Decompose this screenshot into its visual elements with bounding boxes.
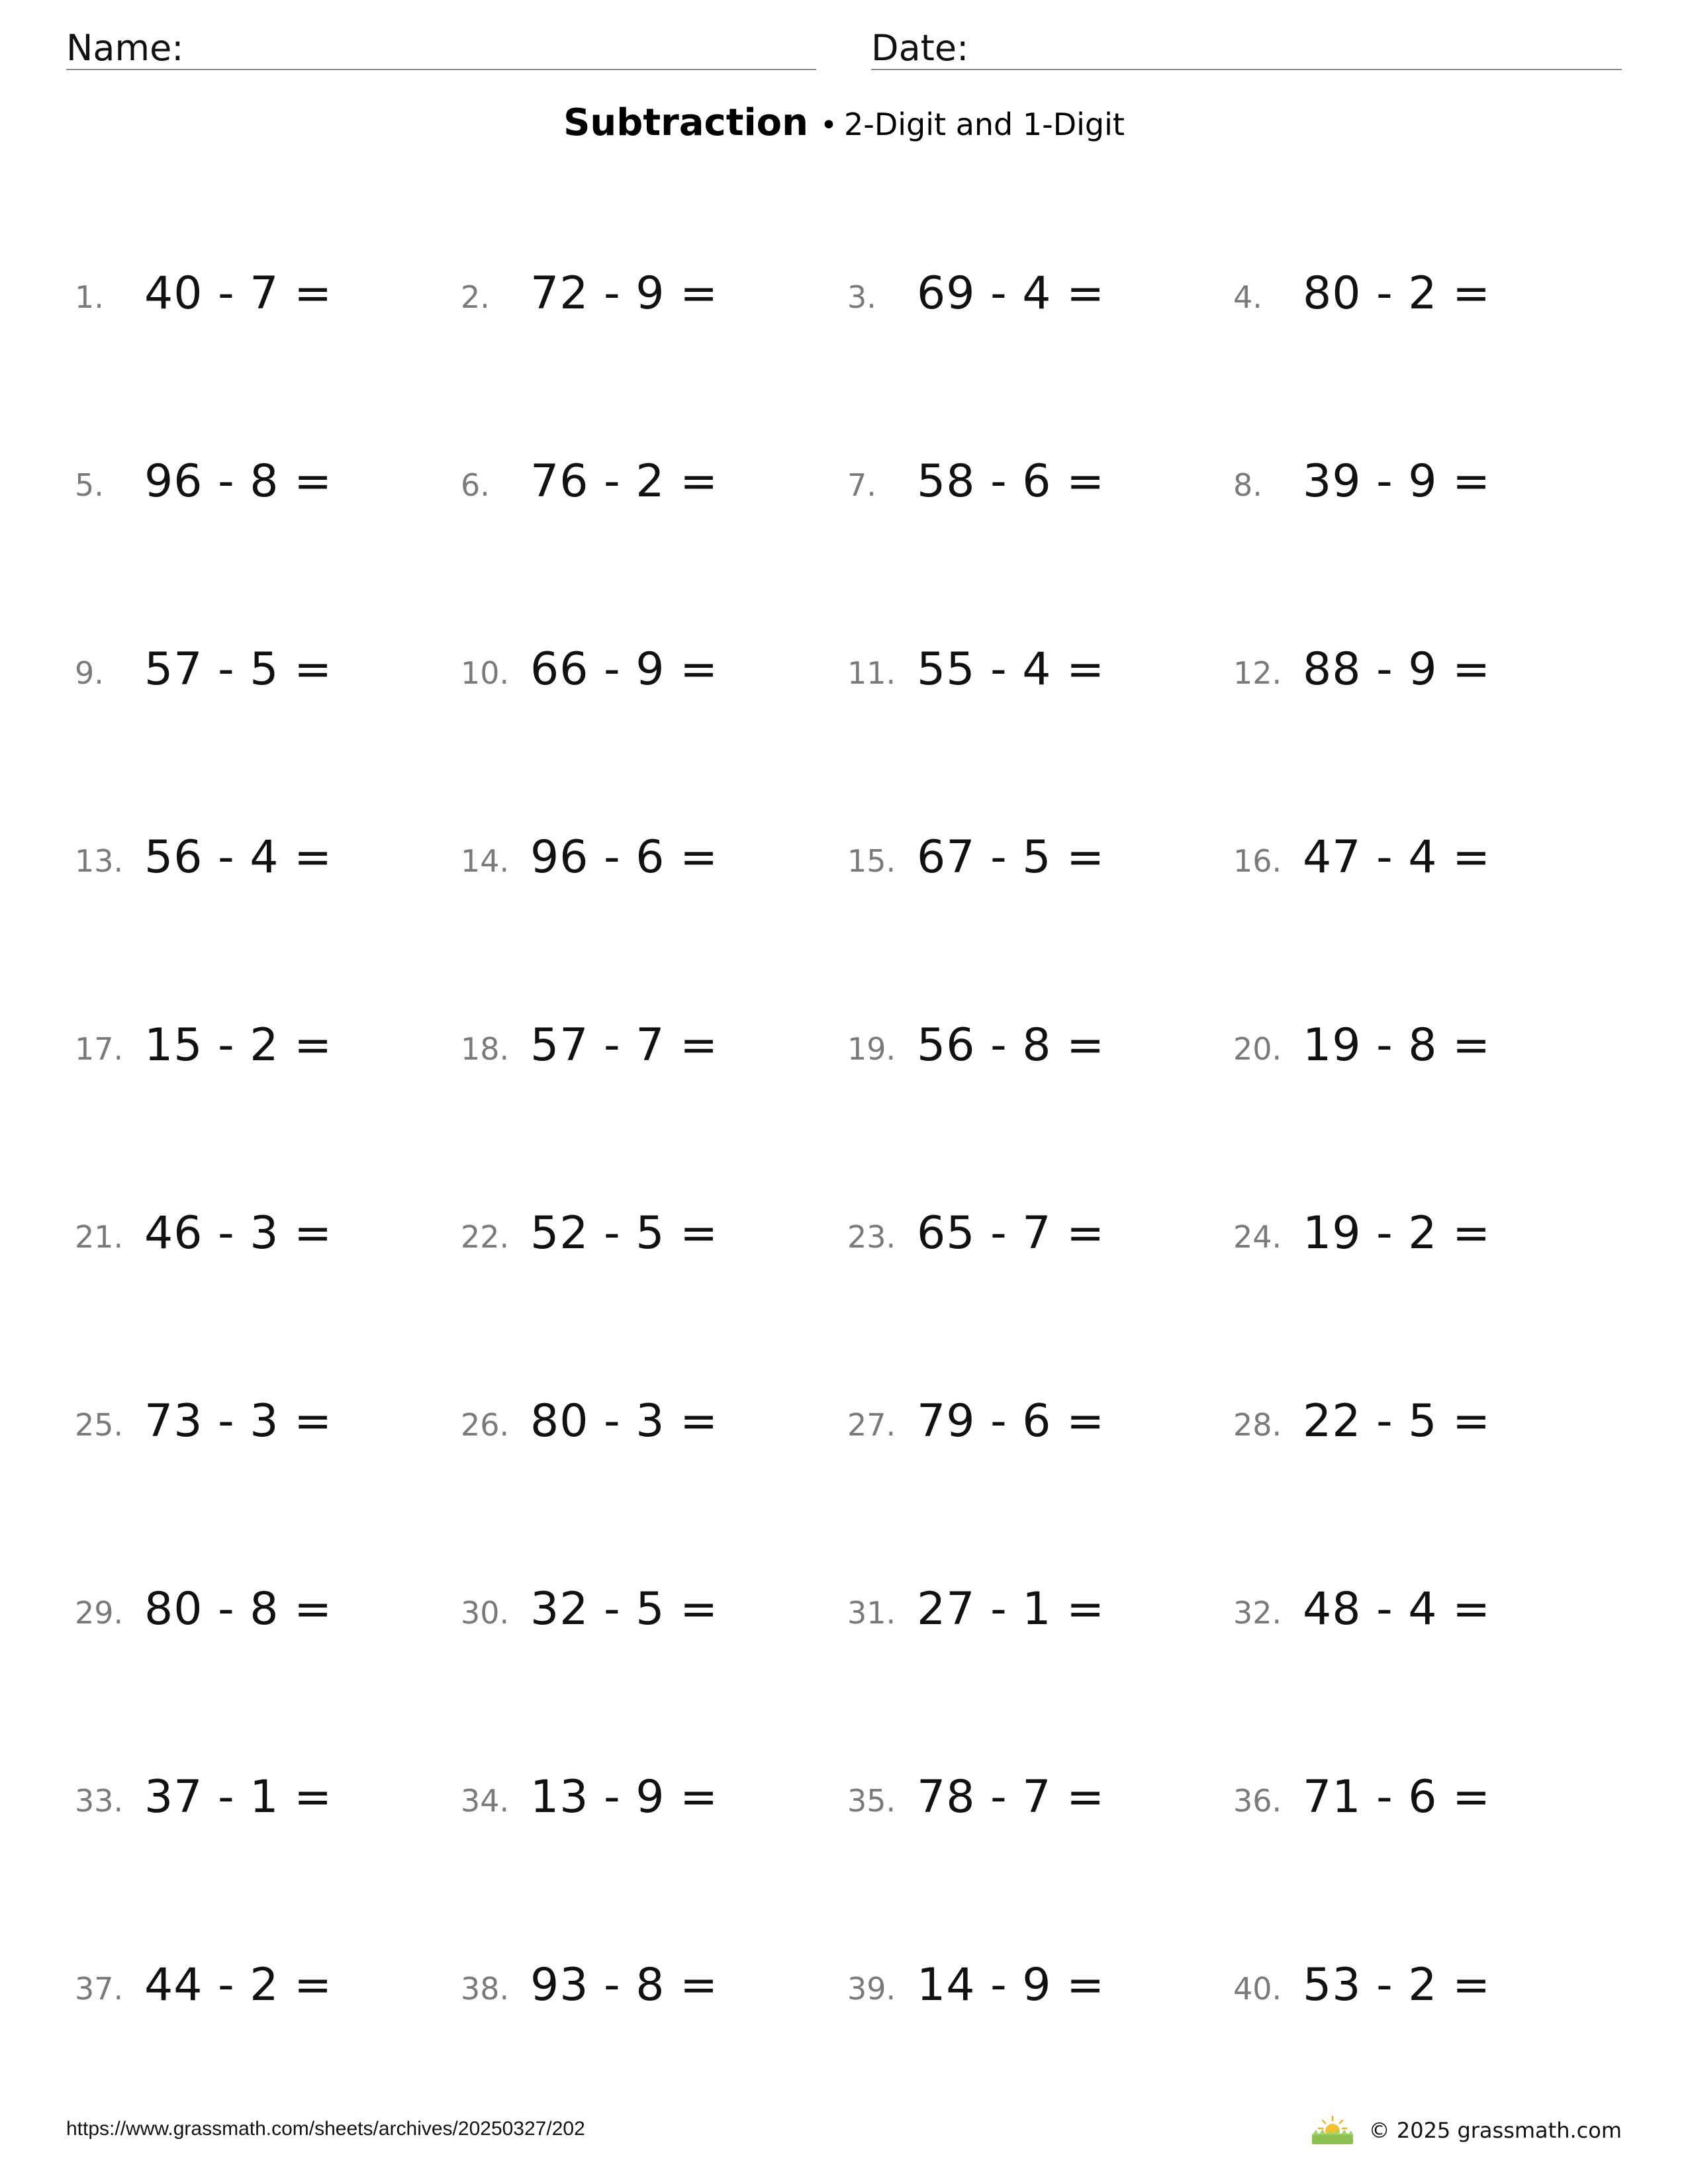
problem-item — [75, 453, 445, 512]
problem-number: 12. — [1233, 655, 1282, 691]
problem-item — [1233, 641, 1604, 700]
problem-expression: 46 - 3 = — [144, 1207, 333, 1259]
footer-copyright: © 2025 grassmath.com — [1368, 2118, 1622, 2143]
problem-item — [461, 1956, 831, 2016]
problem-expression: 52 - 5 = — [530, 1207, 719, 1259]
problem-number: 37. — [75, 1971, 124, 2007]
problem-number: 14. — [461, 843, 510, 879]
problem-expression: 57 - 5 = — [144, 643, 333, 696]
problem-item — [75, 1580, 445, 1640]
problem-number: 13. — [75, 843, 124, 879]
problem-number: 33. — [75, 1783, 124, 1819]
problem-number: 24. — [1233, 1219, 1282, 1255]
problem-number: 31. — [847, 1595, 896, 1631]
problem-item — [461, 1017, 831, 1076]
problem-item — [461, 641, 831, 700]
title-separator: • — [820, 109, 837, 142]
problem-item — [1233, 1017, 1604, 1076]
problem-number: 29. — [75, 1595, 124, 1631]
problem-item — [461, 453, 831, 512]
problem-expression: 47 - 4 = — [1303, 831, 1491, 884]
footer-brand — [1309, 2114, 1622, 2147]
problem-expression: 19 - 8 = — [1303, 1019, 1491, 1071]
problem-number: 19. — [847, 1031, 896, 1067]
problem-expression: 78 - 7 = — [917, 1771, 1105, 1823]
problem-item — [847, 1017, 1218, 1076]
problem-number: 32. — [1233, 1595, 1282, 1631]
problem-number: 2. — [461, 279, 490, 315]
problem-item — [1233, 1392, 1604, 1452]
problem-number: 34. — [461, 1783, 510, 1819]
problem-item — [461, 1768, 831, 1828]
problem-number: 28. — [1233, 1407, 1282, 1443]
title-subtitle: 2-Digit and 1-Digit — [843, 107, 1125, 142]
problem-item — [1233, 1956, 1604, 2016]
problem-expression: 39 - 9 = — [1303, 455, 1491, 508]
problem-number: 18. — [461, 1031, 510, 1067]
name-label: Name: — [66, 27, 184, 69]
problem-item — [461, 1205, 831, 1264]
problem-item — [75, 1017, 445, 1076]
problem-expression: 56 - 8 = — [917, 1019, 1105, 1071]
problem-expression: 72 - 9 = — [530, 267, 719, 320]
problem-expression: 57 - 7 = — [530, 1019, 719, 1071]
problem-expression: 32 - 5 = — [530, 1583, 719, 1635]
problem-number: 26. — [461, 1407, 510, 1443]
problem-expression: 40 - 7 = — [144, 267, 333, 320]
problem-number: 25. — [75, 1407, 124, 1443]
problem-expression: 48 - 4 = — [1303, 1583, 1491, 1635]
problem-item — [461, 829, 831, 888]
footer-url: https://www.grassmath.com/sheets/archives/20250327/202 — [66, 2118, 585, 2140]
problem-expression: 55 - 4 = — [917, 643, 1105, 696]
problem-number: 27. — [847, 1407, 896, 1443]
problem-number: 38. — [461, 1971, 510, 2007]
problem-expression: 65 - 7 = — [917, 1207, 1105, 1259]
name-field[interactable] — [66, 26, 816, 70]
problem-item — [75, 265, 445, 324]
problem-item — [1233, 453, 1604, 512]
problem-number: 11. — [847, 655, 896, 691]
problem-item — [461, 265, 831, 324]
problem-item — [1233, 1768, 1604, 1828]
problem-number: 6. — [461, 467, 490, 503]
problem-expression: 93 - 8 = — [530, 1959, 719, 2011]
problem-item — [847, 641, 1218, 700]
problem-expression: 58 - 6 = — [917, 455, 1105, 508]
date-field[interactable] — [871, 26, 1622, 70]
problem-item — [461, 1580, 831, 1640]
problem-expression: 71 - 6 = — [1303, 1771, 1491, 1823]
problem-expression: 69 - 4 = — [917, 267, 1105, 320]
problem-number: 39. — [847, 1971, 896, 2007]
title-main: Subtraction — [563, 101, 809, 144]
problem-item — [75, 1768, 445, 1828]
problem-expression: 27 - 1 = — [917, 1583, 1105, 1635]
problem-item — [1233, 829, 1604, 888]
problem-item — [75, 641, 445, 700]
problem-item — [75, 1392, 445, 1452]
problem-expression: 53 - 2 = — [1303, 1959, 1491, 2011]
problem-item — [847, 453, 1218, 512]
problem-expression: 15 - 2 = — [144, 1019, 333, 1071]
problem-number: 17. — [75, 1031, 124, 1067]
problem-number: 36. — [1233, 1783, 1282, 1819]
problem-expression: 80 - 3 = — [530, 1395, 719, 1447]
problem-item — [847, 1392, 1218, 1452]
problem-expression: 66 - 9 = — [530, 643, 719, 696]
sun-over-grass-icon — [1309, 2115, 1356, 2146]
problem-item — [847, 265, 1218, 324]
problem-expression: 13 - 9 = — [530, 1771, 719, 1823]
problem-expression: 67 - 5 = — [917, 831, 1105, 884]
problem-number: 5. — [75, 467, 104, 503]
problem-item — [1233, 1205, 1604, 1264]
problem-item — [75, 1956, 445, 2016]
problem-number: 21. — [75, 1219, 124, 1255]
problem-expression: 96 - 8 = — [144, 455, 333, 508]
problem-item — [1233, 265, 1604, 324]
problem-number: 23. — [847, 1219, 896, 1255]
worksheet-title — [0, 101, 1688, 144]
problem-item — [847, 1768, 1218, 1828]
problem-item — [461, 1392, 831, 1452]
problem-expression: 79 - 6 = — [917, 1395, 1105, 1447]
problem-number: 3. — [847, 279, 876, 315]
problem-expression: 37 - 1 = — [144, 1771, 333, 1823]
problem-expression: 96 - 6 = — [530, 831, 719, 884]
problem-expression: 73 - 3 = — [144, 1395, 333, 1447]
problem-expression: 76 - 2 = — [530, 455, 719, 508]
problem-number: 9. — [75, 655, 104, 691]
date-label: Date: — [871, 27, 969, 69]
problem-expression: 80 - 8 = — [144, 1583, 333, 1635]
problem-number: 16. — [1233, 843, 1282, 879]
problem-number: 10. — [461, 655, 510, 691]
problem-expression: 14 - 9 = — [917, 1959, 1105, 2011]
problem-item — [1233, 1580, 1604, 1640]
problem-expression: 56 - 4 = — [144, 831, 333, 884]
problem-item — [75, 829, 445, 888]
problem-number: 15. — [847, 843, 896, 879]
problem-number: 35. — [847, 1783, 896, 1819]
problem-number: 1. — [75, 279, 104, 315]
problem-item — [75, 1205, 445, 1264]
problem-expression: 44 - 2 = — [144, 1959, 333, 2011]
problem-expression: 22 - 5 = — [1303, 1395, 1491, 1447]
problem-number: 4. — [1233, 279, 1262, 315]
problem-number: 8. — [1233, 467, 1262, 503]
problem-expression: 80 - 2 = — [1303, 267, 1491, 320]
problem-expression: 19 - 2 = — [1303, 1207, 1491, 1259]
problem-number: 20. — [1233, 1031, 1282, 1067]
problem-item — [847, 829, 1218, 888]
problem-number: 40. — [1233, 1971, 1282, 2007]
problem-expression: 88 - 9 = — [1303, 643, 1491, 696]
problem-item — [847, 1205, 1218, 1264]
problem-item — [847, 1580, 1218, 1640]
problem-item — [847, 1956, 1218, 2016]
problem-number: 30. — [461, 1595, 510, 1631]
problem-number: 22. — [461, 1219, 510, 1255]
problem-number: 7. — [847, 467, 876, 503]
